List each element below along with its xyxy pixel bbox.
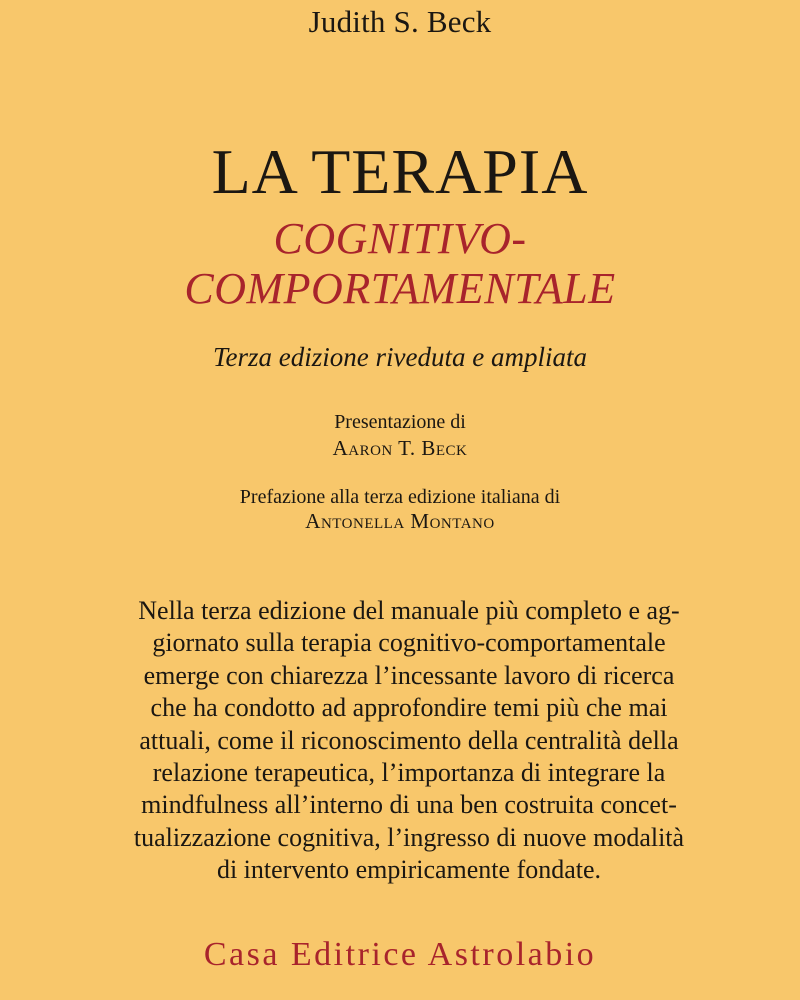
blurb-line: tualizzazione cognitiva, l’ingresso di nuove modalità [133, 822, 685, 852]
presentation-label: Presentazione di [334, 411, 466, 433]
book-title: LA TERAPIA [211, 136, 589, 207]
description-blurb [111, 595, 707, 887]
publisher-name: Casa Editrice Astrolabio [203, 936, 597, 973]
preface-label: Prefazione alla terza edizione italiana di [239, 486, 561, 508]
blurb-line: di intervento empiricamente fondate. [216, 855, 602, 885]
subtitle-line: COMPORTAMENTALE [184, 264, 616, 313]
blurb-line: emerge con chiarezza l’incessante lavoro di ricerca [143, 660, 675, 690]
edition-note: Terza edizione riveduta e ampliata [213, 342, 587, 372]
blurb-line: mindfulness all’interno di una ben costruita concet- [141, 790, 677, 820]
presentation-author: Aaron T. Beck [332, 436, 468, 460]
subtitle-line: COGNITIVO- [273, 214, 527, 263]
blurb-line: relazione terapeutica, l’importanza di integrare la [152, 758, 666, 788]
author-name: Judith S. Beck [308, 4, 492, 39]
blurb-line: Nella terza edizione del manuale più completo e ag- [138, 596, 680, 625]
blurb-line: attuali, come il riconoscimento della centralità della [139, 725, 679, 755]
blurb-line: che ha condotto ad approfondire temi più che mai [150, 693, 668, 723]
blurb-line: giornato sulla terapia cognitivo-comportamentale [152, 628, 666, 658]
book-subtitle [0, 214, 800, 314]
preface-author: Antonella Montano [305, 509, 495, 533]
